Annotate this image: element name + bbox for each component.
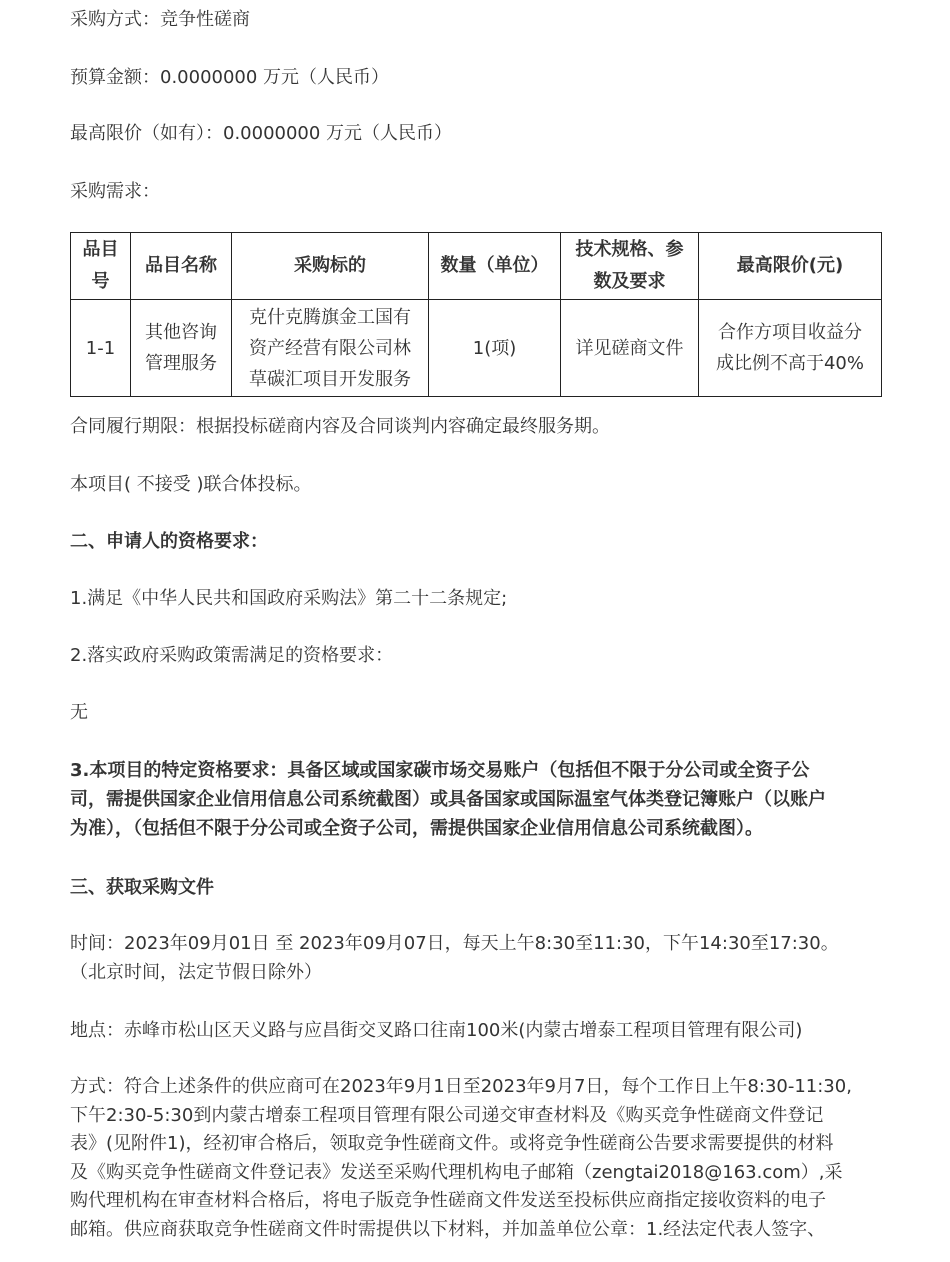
acquisition-time: 时间：2023年09月01日 至 2023年09月07日，每天上午8:30至11:30，下午14:30至17:30。 （北京时间，法定节假日除外）	[70, 933, 839, 983]
max-price: 最高限价（如有）：0.0000000 万元（人民币）	[70, 123, 453, 144]
acquisition-method: 方式：符合上述条件的供应商可在2023年9月1日至2023年9月7日，每个工作日上午8:30-11:30, 下午2:30-5:30到内蒙古增泰工程项目管理有限公司递交审查材料及《购买竞争性磋商文件登记 表》(见附件1)，经初审合格后，领取竞争性磋商文件。或将竞争性磋商公告要求需要提供的材料 及《购买竞争性磋商文件登记表》发送至采购代理机构电子邮箱（zengtai2018@163.com）,采 购代理机构在审查材料合格后，将电子版竞争性磋商文件发送至投标供应商指定接收资料的电子 邮箱。供应商获取竞争性磋商文件时需提供以下材料，并加盖单位公章：1.经法定代表人签字、	[70, 1076, 852, 1240]
cell-item-no: 1-1	[71, 300, 131, 397]
consortium-note: 本项目( 不接受 )联合体投标。	[70, 474, 312, 495]
section2-title: 二、申请人的资格要求：	[70, 531, 268, 552]
qualification-item-3: 3.本项目的特定资格要求：具备区域或国家碳市场交易账户（包括但不限于分公司或全资子公 司，需提供国家企业信用信息公司系统截图）或具备国家或国际温室气体类登记簿账户（以账户 为准），（包括但不限于分公司或全资子公司，需提供国家企业信用信息公司系统截图）。	[70, 760, 826, 839]
cell-quantity: 1(项)	[429, 300, 561, 397]
header-spec: 技术规格、参 数及要求	[561, 233, 699, 300]
procurement-demand-label: 采购需求：	[70, 181, 160, 202]
procurement-demand-table	[70, 232, 882, 397]
acquisition-place: 地点：赤峰市松山区天义路与应昌街交叉路口往南100米(内蒙古增泰工程项目管理有限公司)	[70, 1020, 803, 1041]
procurement-method: 采购方式：竞争性磋商	[70, 9, 250, 30]
budget-amount: 预算金额：0.0000000 万元（人民币）	[70, 67, 390, 88]
cell-max-price: 合作方项目收益分 成比例不高于40%	[699, 300, 882, 397]
qualification-item-2: 2.落实政府采购政策需满足的资格要求：	[70, 645, 394, 666]
cell-item-name: 其他咨询 管理服务	[131, 300, 232, 397]
cell-spec: 详见磋商文件	[561, 300, 699, 397]
qualification-item-1: 1.满足《中华人民共和国政府采购法》第二十二条规定;	[70, 588, 508, 609]
contract-period: 合同履行期限：根据投标磋商内容及合同谈判内容确定最终服务期。	[70, 416, 610, 437]
header-max-price: 最高限价(元)	[699, 233, 882, 300]
table-header-row	[71, 233, 882, 300]
header-quantity: 数量（单位）	[429, 233, 561, 300]
section3-title: 三、获取采购文件	[70, 877, 214, 898]
header-item-no: 品目 号	[71, 233, 131, 300]
header-subject: 采购标的	[232, 233, 429, 300]
header-item-name: 品目名称	[131, 233, 232, 300]
table-row	[71, 300, 882, 397]
cell-subject: 克什克腾旗金工国有 资产经营有限公司林 草碳汇项目开发服务	[232, 300, 429, 397]
qualification-item-2-value: 无	[70, 702, 88, 723]
